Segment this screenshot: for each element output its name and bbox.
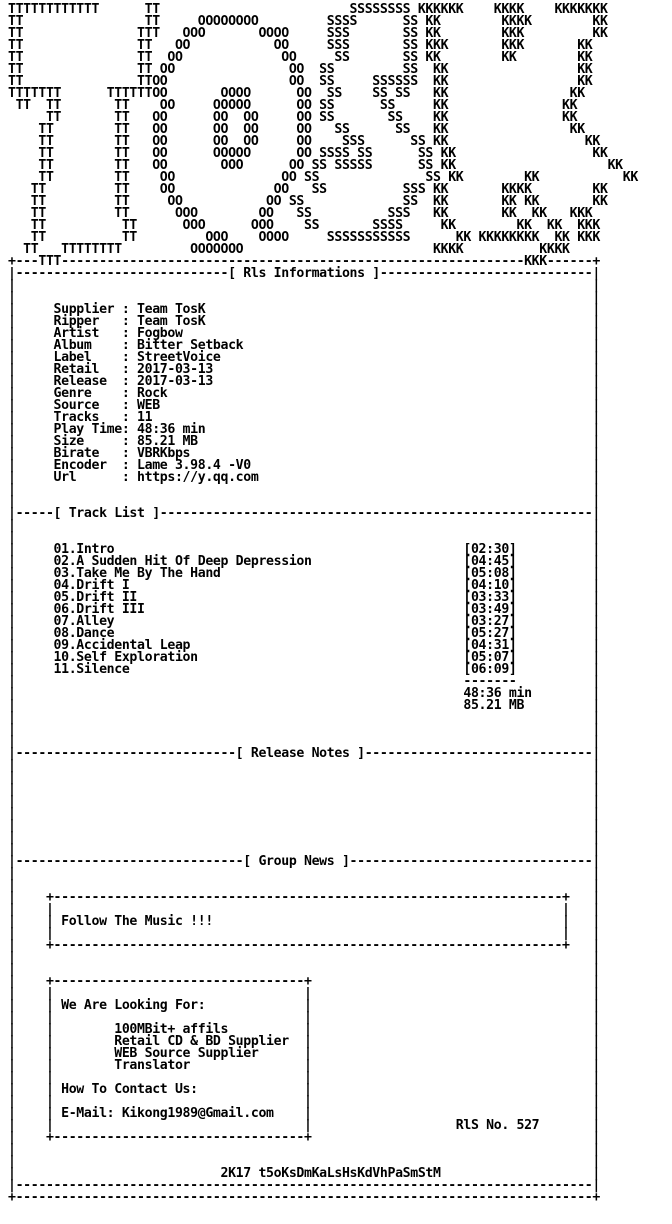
nfo-line: | | Translator | |: [8, 1058, 600, 1073]
nfo-line: | 02.A Sudden Hit Of Deep Depression [04:45] |: [8, 554, 600, 569]
nfo-line: TT TT OOO OOO SS SSSS KK KK KK KKK: [8, 218, 600, 233]
nfo-line: | | | |: [8, 1094, 600, 1109]
nfo-line: TT TT OO OOO OO SS SSSSS SS KK KK: [8, 158, 623, 173]
nfo-line: | | WEB Source Supplier | |: [8, 1046, 600, 1061]
nfo-line: TT TT OOO OO SS SSS KK KK KK KKK: [8, 206, 593, 221]
nfo-line: | |: [8, 842, 600, 857]
nfo-line: | Url : https://y.qq.com |: [8, 470, 600, 485]
nfo-line: | | | RlS No. 527 |: [8, 1118, 600, 1133]
nfo-line: | Label : StreetVoice |: [8, 350, 600, 365]
nfo-line: | | | |: [8, 1010, 600, 1025]
nfo-line: TT TTT OOO OOOO SSS SS KK KKK KK: [8, 26, 608, 41]
nfo-line: | | How To Contact Us: | |: [8, 1082, 600, 1097]
nfo-line: |------------------------------[ Group News ]--------------------------------|: [8, 854, 600, 869]
nfo-line: |----------------------------[ Rls Informations ]----------------------------|: [8, 266, 600, 281]
nfo-line: | |: [8, 866, 600, 881]
nfo-line: | 09.Accidental Leap [04:31] |: [8, 638, 600, 653]
nfo-line: | |: [8, 278, 600, 293]
nfo-line: | Genre : Rock |: [8, 386, 600, 401]
nfo-line: | Birate : VBRKbps |: [8, 446, 600, 461]
nfo-line: | |: [8, 962, 600, 977]
nfo-line: TT TT OO OO SS SS KK KK KK: [8, 50, 593, 65]
nfo-line: | 11.Silence [06:09] |: [8, 662, 600, 677]
nfo-line: | ------- |: [8, 674, 600, 689]
nfo-line: TT TT OO OO SS SS KK KK KK KK: [8, 194, 608, 209]
nfo-line: |-----[ Track List ]---------------------------------------------------------|: [8, 506, 600, 521]
nfo-line: | Size : 85.21 MB |: [8, 434, 600, 449]
nfo-line: | Source : WEB |: [8, 398, 600, 413]
nfo-line: TT TT OO OO SSS SS KKK KKK KK: [8, 38, 593, 53]
nfo-line: | | | |: [8, 926, 600, 941]
nfo-line: | |: [8, 830, 600, 845]
nfo-line: | |: [8, 530, 600, 545]
nfo-line: | 48:36 min |: [8, 686, 600, 701]
nfo-line: | Ripper : Team TosK |: [8, 314, 600, 329]
nfo-line: |----------------------------------------------------------------------------|: [8, 1178, 600, 1193]
nfo-line: TTTTTTTTTTTT TT SSSSSSSS KKKKKK KKKK KKKKKKK: [8, 2, 608, 17]
nfo-line: | |: [8, 482, 600, 497]
nfo-line: | 05.Drift II [03:33] |: [8, 590, 600, 605]
nfo-line: TTTTTTT TTTTTTOO OOOO OO SS SS SS KK KK: [8, 86, 585, 101]
nfo-line: | |: [8, 878, 600, 893]
nfo-line: | +-------------------------------------------------------------------+ |: [8, 890, 600, 905]
nfo-line: | | | |: [8, 1070, 600, 1085]
nfo-line: | |: [8, 494, 600, 509]
nfo-line: TT TT OO OO SS SS KK KK KK: [8, 170, 638, 185]
nfo-line: TT TT OO OO OO OO SS SS KK KK: [8, 110, 578, 125]
nfo-line: | |: [8, 770, 600, 785]
nfo-line: +----------------------------------------------------------------------------+: [8, 1190, 600, 1205]
nfo-line: | | | |: [8, 902, 600, 917]
nfo-line: | Artist : Fogbow |: [8, 326, 600, 341]
nfo-line: | |: [8, 806, 600, 821]
nfo-line: TT TT OO OO SS SSS KK KKKK KK: [8, 182, 608, 197]
nfo-line: | +---------------------------------+ |: [8, 1130, 600, 1145]
nfo-line: | 03.Take Me By The Hand [05:08] |: [8, 566, 600, 581]
nfo-line: | 85.21 MB |: [8, 698, 600, 713]
nfo-line: | Play Time: 48:36 min |: [8, 422, 600, 437]
nfo-line: | Retail : 2017-03-13 |: [8, 362, 600, 377]
nfo-line: | Release : 2017-03-13 |: [8, 374, 600, 389]
nfo-line: TT TT OO OO OO OO SSS SS KK KK: [8, 134, 600, 149]
nfo-line: TT TTOO OO SS SSSSSS KK KK: [8, 74, 593, 89]
nfo-line: | 01.Intro [02:30] |: [8, 542, 600, 557]
nfo-line: | |: [8, 950, 600, 965]
nfo-line: | | Follow The Music !!! | |: [8, 914, 600, 929]
nfo-line: TT TT OOO OOOO SSSSSSSSSSS KK KKKKKKKK KK KKK: [8, 230, 600, 245]
nfo-line: | |: [8, 758, 600, 773]
nfo-line: | 06.Drift III [03:49] |: [8, 602, 600, 617]
nfo-line: | | | |: [8, 986, 600, 1001]
nfo-line: | | Retail CD & BD Supplier | |: [8, 1034, 600, 1049]
nfo-line: | 04.Drift I [04:10] |: [8, 578, 600, 593]
nfo-line: | Tracks : 11 |: [8, 410, 600, 425]
nfo-line: | Album : Bitter Setback |: [8, 338, 600, 353]
nfo-line: +---TTT-------------------------------------------------------------KKK------+: [8, 254, 600, 269]
nfo-line: | | 100MBit+ affils | |: [8, 1022, 600, 1037]
nfo-line: | |: [8, 710, 600, 725]
nfo-line: | Supplier : Team TosK |: [8, 302, 600, 317]
nfo-line: | |: [8, 818, 600, 833]
nfo-line: | +---------------------------------+ |: [8, 974, 600, 989]
nfo-line: TT TT OO OO OO OO SS SS KK KK: [8, 122, 585, 137]
nfo-line: TT TT TT OO OOOOO OO SS SS KK KK: [8, 98, 578, 113]
nfo-line: TT TTTTTTTT OOOOOOO KKKK KKKK: [8, 242, 570, 257]
nfo-line: | | E-Mail: Kikong1989@Gmail.com | |: [8, 1106, 600, 1121]
nfo-line: | 07.Alley [03:27] |: [8, 614, 600, 629]
nfo-line: | |: [8, 734, 600, 749]
nfo-line: | 10.Self Exploration [05:07] |: [8, 650, 600, 665]
nfo-line: TT TT OO OO SS SS KK KK: [8, 62, 593, 77]
nfo-line: | |: [8, 1142, 600, 1157]
nfo-line: | | We Are Looking For: | |: [8, 998, 600, 1013]
nfo-line: TT TT OOOOOOOO SSSS SS KK KKKK KK: [8, 14, 608, 29]
nfo-line: | |: [8, 518, 600, 533]
nfo-line: | 08.Dance [05:27] |: [8, 626, 600, 641]
nfo-line: | |: [8, 782, 600, 797]
nfo-line: | +-------------------------------------------------------------------+ |: [8, 938, 600, 953]
nfo-line: | |: [8, 722, 600, 737]
nfo-line: |-----------------------------[ Release Notes ]------------------------------|: [8, 746, 600, 761]
nfo-line: | Encoder : Lame 3.98.4 -V0 |: [8, 458, 600, 473]
nfo-line: | |: [8, 1154, 600, 1169]
nfo-line: TT TT OO OOOOO OO SSSS SS SS KK KK: [8, 146, 608, 161]
nfo-line: | |: [8, 290, 600, 305]
nfo-line: | 2K17 t5oKsDmKaLsHsKdVhPaSmStM |: [8, 1166, 600, 1181]
nfo-line: | |: [8, 794, 600, 809]
